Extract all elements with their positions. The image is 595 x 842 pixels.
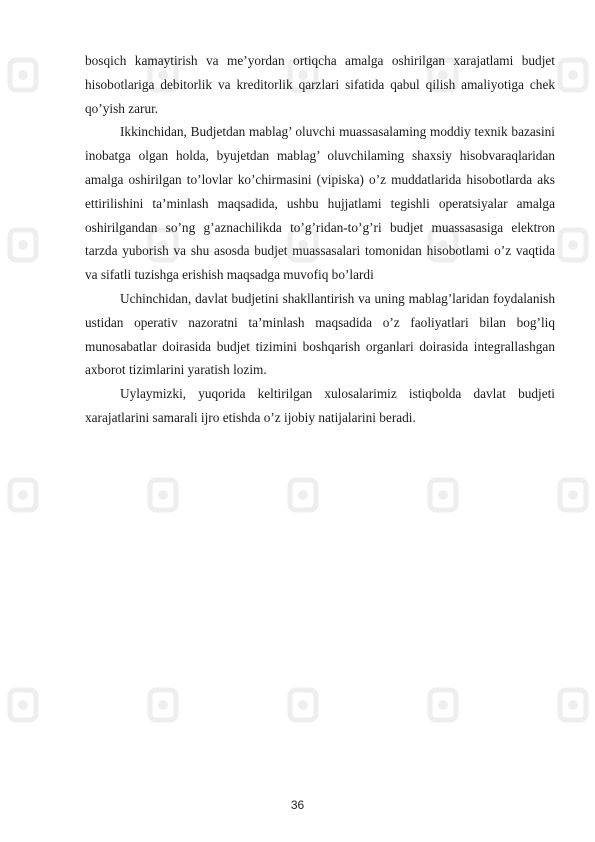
- paragraph: Uchinchidan, davlat budjetini shakllantirish va uning mablag’laridan foydalanish ustidan operativ nazoratni ta’minlash maqsadida o’z faoliyatlari bilan bog’liq munosabatlar doirasida budjet tizimini boshqarish organlari doirasida integrallashgan axborot tizimlarini yaratish lozim.: [85, 290, 555, 378]
- paragraph: bosqich kamaytirish va me’yordan ortiqcha amalga oshirilgan xarajatlami budjet hisobotlariga debitorlik va kreditorlik qarzlari sifatida qabul qilish amaliyotiga chek qo’yish zarur.: [85, 53, 555, 116]
- document-body: [85, 49, 555, 430]
- paragraph: Uylaymizki, yuqorida keltirilgan xulosalarimiz istiqbolda davlat budjeti xarajatlarini samarali ijro etishda o’z ijobiy natijalarini beradi.: [85, 386, 555, 425]
- page-number: 36: [290, 798, 305, 812]
- paragraph: Ikkinchidan, Budjetdan mablag’ oluvchi muassasalaming moddiy texnik bazasini inobatga olgan holda, byujetdan mablag’ oluvchilaming shaxsiy hisobvaraqlaridan amalga oshirilgan to’lovlar ko’chirmasini (vipiska) o’z muddatlarida hisobotlarda aks ettirilishini ta’minlash maqsadida, ushbu hujjatlami tegishli operatsiyalar amalga oshirilgandan so’ng g’aznachilikda to’g’ridan-to’g’ri budjet muassasasiga elektron tarzda yuborish va shu asosda budjet muassasalari tomonidan hisobotlami o’z vaqtida va sifatli tuzishga erishish maqsadga muvofiq bo’lardi: [85, 124, 555, 283]
